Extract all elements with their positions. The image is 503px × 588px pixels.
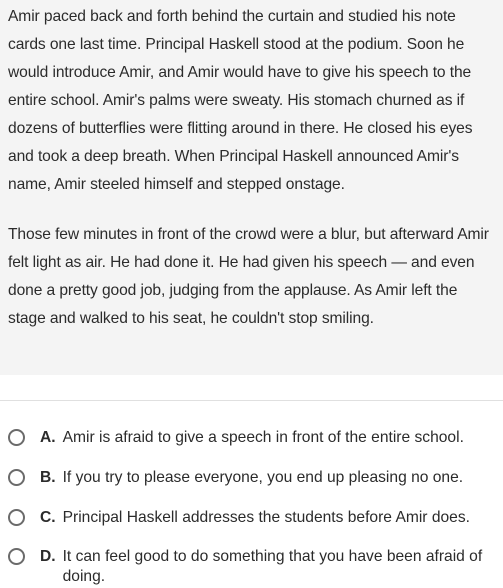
choice-text: Amir is afraid to give a speech in front of the entire school. (62, 429, 464, 446)
choice-letter: C. (40, 509, 56, 526)
divider (0, 400, 503, 401)
radio-icon[interactable] (8, 429, 25, 446)
choice-d[interactable] (8, 547, 498, 587)
choice-letter: A. (40, 429, 56, 446)
choice-text: Principal Haskell addresses the students before Amir does. (62, 509, 470, 526)
radio-icon[interactable] (8, 509, 25, 526)
passage-paragraph: Those few minutes in front of the crowd were a blur, but afterward Amir felt light as air. He had done it. He had given his speech — and even done a pretty good job, judging from the applause. As Amir left the stage and walked to his seat, he couldn't stop smiling. (8, 226, 489, 327)
passage-paragraph: Amir paced back and forth behind the curtain and studied his note cards one last time. Principal Haskell stood at the podium. Soon he would introduce Amir, and Amir would have to give his speech to the entire school. Amir's palms were sweaty. His stomach churned as if dozens of butterflies were flitting around in there. He closed his eyes and took a deep breath. When Principal Haskell announced Amir's name, Amir steeled himself and stepped onstage. (8, 8, 473, 193)
choice-b[interactable] (8, 468, 498, 488)
choice-text: It can feel good to do something that you have been afraid of doing. (62, 548, 483, 585)
choice-a[interactable] (8, 428, 498, 448)
radio-icon[interactable] (8, 548, 25, 565)
radio-icon[interactable] (8, 469, 25, 486)
choice-c[interactable] (8, 508, 498, 528)
choice-letter: D. (40, 548, 56, 565)
choice-text: If you try to please everyone, you end up pleasing no one. (62, 469, 464, 486)
choice-letter: B. (40, 469, 56, 486)
